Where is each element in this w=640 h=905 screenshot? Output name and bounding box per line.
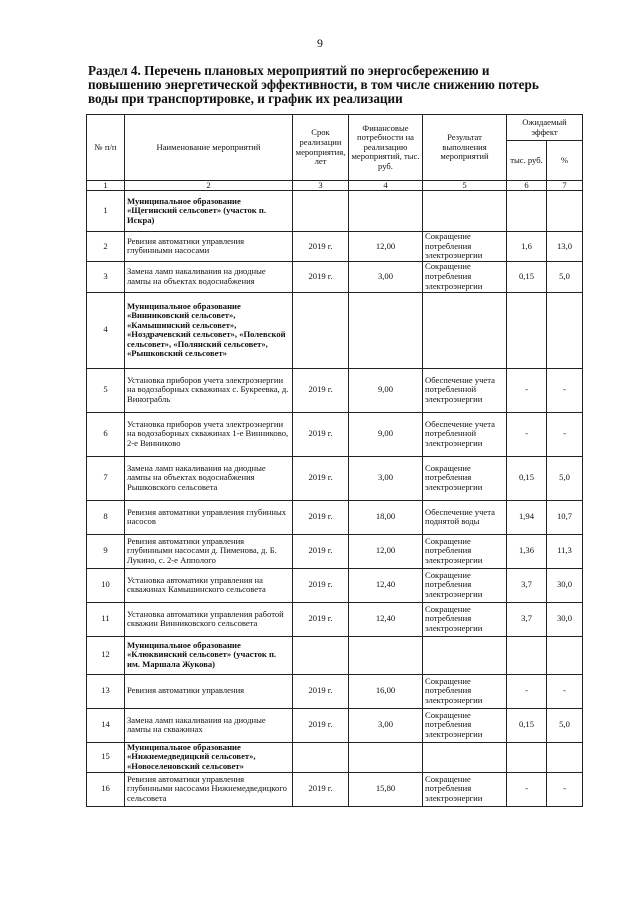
term-cell bbox=[293, 191, 349, 232]
measure-name: Ревизия автоматики управления глубинными насосами д. Пименова, д. Б. Лукино, с. 2-е Апполого bbox=[125, 534, 293, 568]
term-cell: 2019 г. bbox=[293, 500, 349, 534]
index-cell: 2 bbox=[125, 181, 293, 191]
effect-rub-cell bbox=[507, 636, 547, 674]
effect-pct-cell: 10,7 bbox=[547, 500, 583, 534]
effect-pct-cell: 13,0 bbox=[547, 232, 583, 262]
index-cell: 5 bbox=[423, 181, 507, 191]
effect-rub-cell: - bbox=[507, 412, 547, 456]
result-cell: Сокращение потребления электроэнергии bbox=[423, 568, 507, 602]
effect-rub-cell bbox=[507, 292, 547, 368]
effect-rub-cell: 0,15 bbox=[507, 708, 547, 742]
effect-pct-cell bbox=[547, 292, 583, 368]
table-row bbox=[87, 500, 583, 534]
effect-pct-cell: 30,0 bbox=[547, 602, 583, 636]
term-cell: 2019 г. bbox=[293, 261, 349, 292]
result-cell bbox=[423, 191, 507, 232]
effect-rub-cell bbox=[507, 191, 547, 232]
row-number: 12 bbox=[87, 636, 125, 674]
measure-name: Замена ламп накаливания на диодные лампы на скважинах bbox=[125, 708, 293, 742]
measure-name: Установка приборов учета электроэнергии на водозаборных скважинах с. Букреевка, д. Винограбль bbox=[125, 368, 293, 412]
index-cell: 7 bbox=[547, 181, 583, 191]
finance-cell: 3,00 bbox=[349, 456, 423, 500]
table-row bbox=[87, 456, 583, 500]
term-cell: 2019 г. bbox=[293, 456, 349, 500]
measures-table bbox=[86, 114, 583, 807]
table-row bbox=[87, 412, 583, 456]
term-cell: 2019 г. bbox=[293, 232, 349, 262]
effect-rub-cell: 0,15 bbox=[507, 261, 547, 292]
table-row bbox=[87, 232, 583, 262]
table-row bbox=[87, 368, 583, 412]
row-number: 15 bbox=[87, 742, 125, 772]
header-result: Результат выполнения мероприятий bbox=[423, 115, 507, 181]
effect-pct-cell: 30,0 bbox=[547, 568, 583, 602]
effect-rub-cell: 1,6 bbox=[507, 232, 547, 262]
effect-rub-cell: - bbox=[507, 674, 547, 708]
header-name: Наименование мероприятий bbox=[125, 115, 293, 181]
row-number: 2 bbox=[87, 232, 125, 262]
table-row bbox=[87, 708, 583, 742]
finance-cell: 9,00 bbox=[349, 412, 423, 456]
row-number: 14 bbox=[87, 708, 125, 742]
term-cell bbox=[293, 742, 349, 772]
effect-pct-cell: 11,3 bbox=[547, 534, 583, 568]
effect-pct-cell bbox=[547, 636, 583, 674]
effect-pct-cell: - bbox=[547, 674, 583, 708]
result-cell: Сокращение потребления электроэнергии bbox=[423, 232, 507, 262]
effect-rub-cell bbox=[507, 742, 547, 772]
finance-cell: 12,40 bbox=[349, 602, 423, 636]
measure-name: Установка приборов учета электроэнергии на водозаборных скважинах 1-е Винниково, 2-е Винниково bbox=[125, 412, 293, 456]
measure-name: Замена ламп накаливания на диодные лампы на объектах водоснабжения Рышковского сельсовета bbox=[125, 456, 293, 500]
table-row bbox=[87, 674, 583, 708]
finance-cell bbox=[349, 742, 423, 772]
row-number: 8 bbox=[87, 500, 125, 534]
term-cell bbox=[293, 636, 349, 674]
term-cell: 2019 г. bbox=[293, 568, 349, 602]
table-row bbox=[87, 636, 583, 674]
header-effect-pct: % bbox=[547, 141, 583, 181]
result-cell: Сокращение потребления электроэнергии bbox=[423, 674, 507, 708]
finance-cell: 12,00 bbox=[349, 534, 423, 568]
effect-rub-cell: 1,36 bbox=[507, 534, 547, 568]
result-cell bbox=[423, 742, 507, 772]
header-finance: Финансовые потребности на реализацию мероприятий, тыс. руб. bbox=[349, 115, 423, 181]
index-cell: 3 bbox=[293, 181, 349, 191]
table-row bbox=[87, 261, 583, 292]
effect-pct-cell: - bbox=[547, 772, 583, 806]
row-number: 16 bbox=[87, 772, 125, 806]
result-cell: Обеспечение учета потребленной электроэнергии bbox=[423, 412, 507, 456]
section-title bbox=[88, 64, 588, 106]
index-cell: 6 bbox=[507, 181, 547, 191]
result-cell: Сокращение потребления электроэнергии bbox=[423, 456, 507, 500]
term-cell: 2019 г. bbox=[293, 602, 349, 636]
term-cell: 2019 г. bbox=[293, 412, 349, 456]
result-cell: Сокращение потребления электроэнергии bbox=[423, 772, 507, 806]
result-cell: Сокращение потребления электроэнергии bbox=[423, 708, 507, 742]
row-number: 1 bbox=[87, 191, 125, 232]
finance-cell: 9,00 bbox=[349, 368, 423, 412]
effect-rub-cell: 0,15 bbox=[507, 456, 547, 500]
row-number: 11 bbox=[87, 602, 125, 636]
finance-cell: 3,00 bbox=[349, 708, 423, 742]
finance-cell: 3,00 bbox=[349, 261, 423, 292]
finance-cell: 16,00 bbox=[349, 674, 423, 708]
result-cell bbox=[423, 636, 507, 674]
table-row bbox=[87, 292, 583, 368]
result-cell: Сокращение потребления электроэнергии bbox=[423, 261, 507, 292]
term-cell: 2019 г. bbox=[293, 534, 349, 568]
finance-cell bbox=[349, 292, 423, 368]
measure-name: Ревизия автоматики управления bbox=[125, 674, 293, 708]
row-number: 10 bbox=[87, 568, 125, 602]
result-cell: Сокращение потребления электроэнергии bbox=[423, 534, 507, 568]
effect-rub-cell: - bbox=[507, 368, 547, 412]
effect-pct-cell bbox=[547, 742, 583, 772]
effect-rub-cell: 3,7 bbox=[507, 602, 547, 636]
section-title-line-3: воды при транспортировке, и график их реализации bbox=[88, 91, 403, 106]
measure-name: Муниципальное образование «Нижнемедведицкий сельсовет», «Новоселеновский сельсовет» bbox=[125, 742, 293, 772]
measure-name: Замена ламп накаливания на диодные лампы на объектах водоснабжения bbox=[125, 261, 293, 292]
effect-rub-cell: 1,94 bbox=[507, 500, 547, 534]
section-title-line-2: повышению энергетической эффективности, в том числе снижению потерь bbox=[88, 77, 539, 92]
result-cell bbox=[423, 292, 507, 368]
row-number: 3 bbox=[87, 261, 125, 292]
measure-name: Муниципальное образование «Клюквинский сельсовет» (участок п. им. Маршала Жукова) bbox=[125, 636, 293, 674]
finance-cell: 12,00 bbox=[349, 232, 423, 262]
measure-name: Муниципальное образование «Щегинский сельсовет» (участок п. Искра) bbox=[125, 191, 293, 232]
result-cell: Обеспечение учета потребленной электроэнергии bbox=[423, 368, 507, 412]
page-number: 9 bbox=[317, 36, 323, 50]
row-number: 5 bbox=[87, 368, 125, 412]
row-number: 7 bbox=[87, 456, 125, 500]
row-number: 4 bbox=[87, 292, 125, 368]
row-number: 9 bbox=[87, 534, 125, 568]
finance-cell: 15,80 bbox=[349, 772, 423, 806]
finance-cell bbox=[349, 636, 423, 674]
measure-name: Установка автоматики управления на скважинах Камышинского сельсовета bbox=[125, 568, 293, 602]
measure-name: Ревизия автоматики управления глубинными насосами Нижнемедведицкого сельсовета bbox=[125, 772, 293, 806]
measure-name: Ревизия автоматики управления глубинных насосов bbox=[125, 500, 293, 534]
header-effect-rub: тыс. руб. bbox=[507, 141, 547, 181]
index-cell: 4 bbox=[349, 181, 423, 191]
row-number: 6 bbox=[87, 412, 125, 456]
effect-pct-cell bbox=[547, 191, 583, 232]
term-cell bbox=[293, 292, 349, 368]
measure-name: Ревизия автоматики управления глубинными насосами bbox=[125, 232, 293, 262]
table-row bbox=[87, 191, 583, 232]
term-cell: 2019 г. bbox=[293, 368, 349, 412]
result-cell: Обеспечение учета поднятой воды bbox=[423, 500, 507, 534]
effect-pct-cell: 5,0 bbox=[547, 708, 583, 742]
header-effect: Ожидаемый эффект bbox=[507, 115, 583, 141]
effect-rub-cell: 3,7 bbox=[507, 568, 547, 602]
effect-pct-cell: 5,0 bbox=[547, 261, 583, 292]
term-cell: 2019 г. bbox=[293, 674, 349, 708]
table-row bbox=[87, 602, 583, 636]
effect-rub-cell: - bbox=[507, 772, 547, 806]
effect-pct-cell: 5,0 bbox=[547, 456, 583, 500]
table-row bbox=[87, 534, 583, 568]
table-row bbox=[87, 568, 583, 602]
effect-pct-cell: - bbox=[547, 412, 583, 456]
table-row bbox=[87, 742, 583, 772]
term-cell: 2019 г. bbox=[293, 772, 349, 806]
finance-cell: 18,00 bbox=[349, 500, 423, 534]
table-row bbox=[87, 772, 583, 806]
measure-name: Муниципальное образование «Винниковский сельсовет», «Камышинский сельсовет», «Ноздрачевский сельсовет», «Полевской сельсовет», «Полянский сельсовет», «Рышковский сельсовет» bbox=[125, 292, 293, 368]
measure-name: Установка автоматики управления работой скважин Винниковского сельсовета bbox=[125, 602, 293, 636]
row-number: 13 bbox=[87, 674, 125, 708]
header-term: Срок реализации мероприятия, лет bbox=[293, 115, 349, 181]
index-cell: 1 bbox=[87, 181, 125, 191]
finance-cell: 12,40 bbox=[349, 568, 423, 602]
result-cell: Сокращение потребления электроэнергии bbox=[423, 602, 507, 636]
term-cell: 2019 г. bbox=[293, 708, 349, 742]
effect-pct-cell: - bbox=[547, 368, 583, 412]
header-num: № п/п bbox=[87, 115, 125, 181]
table-body bbox=[87, 191, 583, 807]
section-title-line-1: Раздел 4. Перечень плановых мероприятий по энергосбережению и bbox=[88, 63, 490, 78]
finance-cell bbox=[349, 191, 423, 232]
